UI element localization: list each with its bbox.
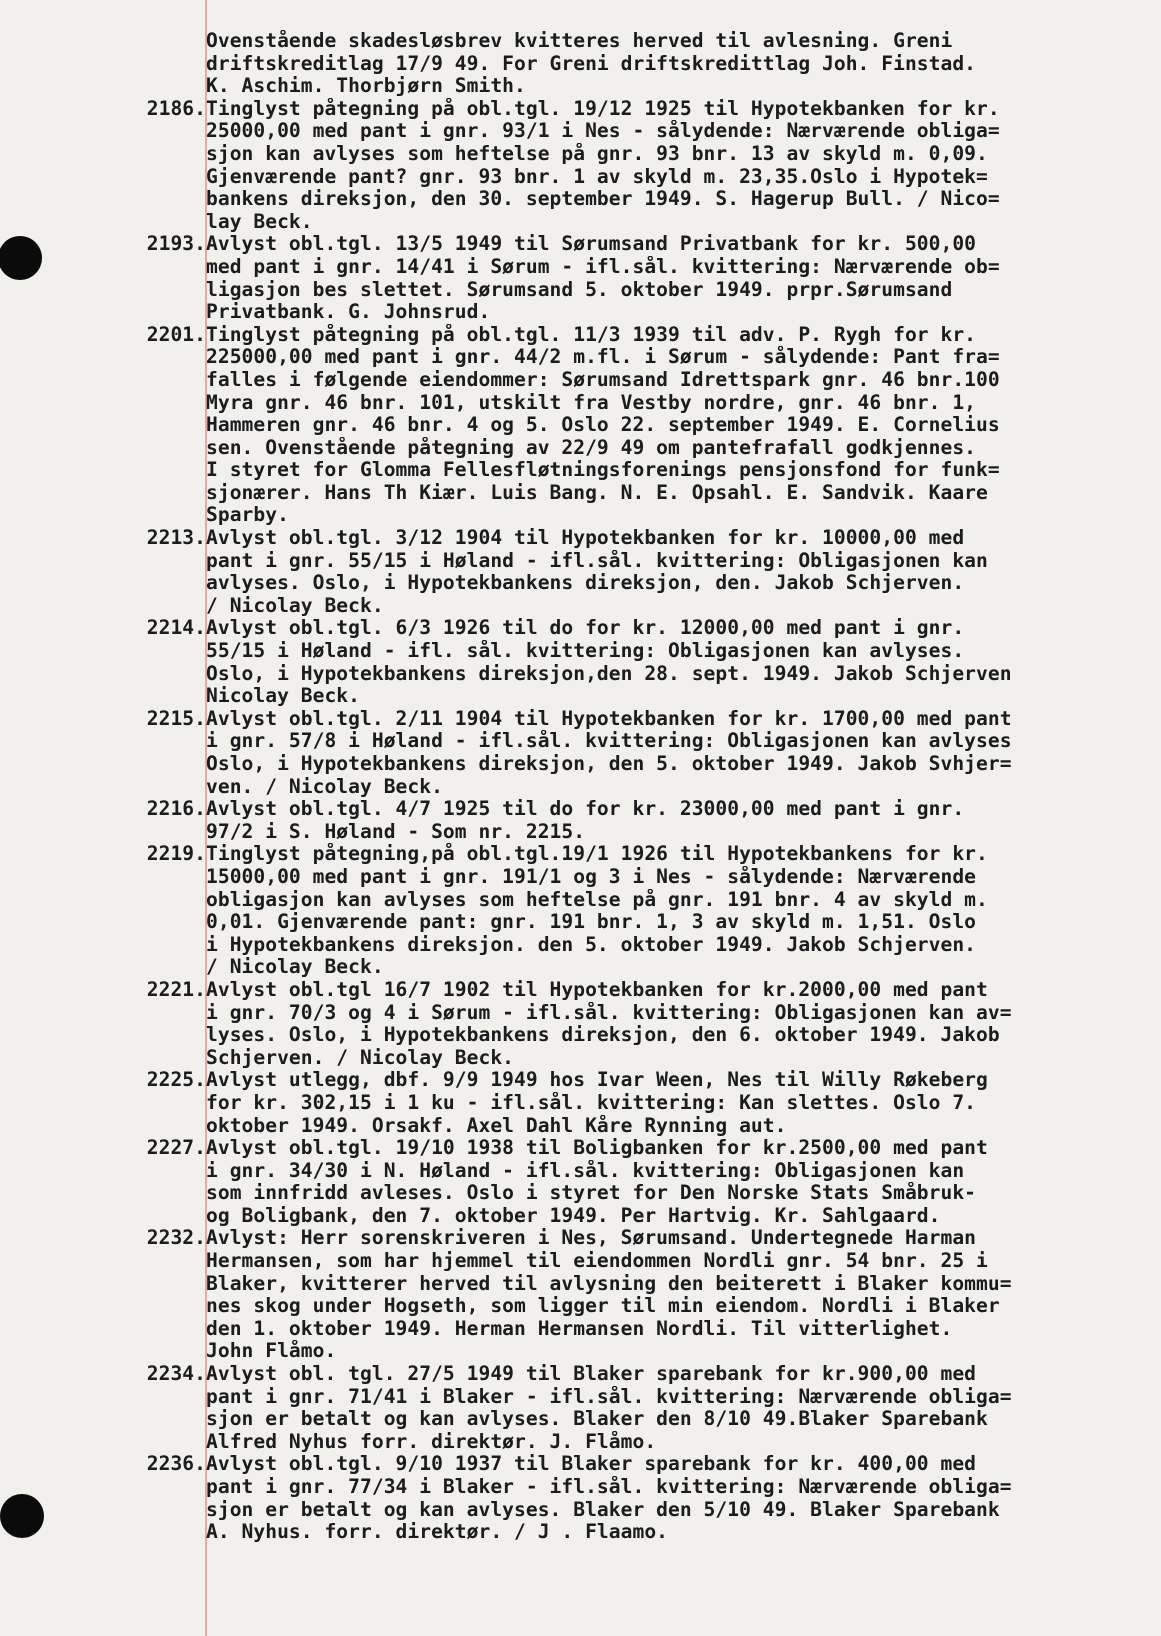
entry-number: 2221. [146, 977, 206, 1001]
entry-line: Avlyst obl.tgl. 13/5 1949 til Sørumsand Privatbank for kr. 500,00 [206, 233, 977, 256]
entry-number: 2186. [146, 96, 206, 120]
entry-line: Avlyst: Herr sorenskriveren i Nes, Sørumsand. Undertegnede Harman [206, 1227, 977, 1250]
entry-body [206, 979, 1148, 1069]
entry-line: for kr. 302,15 i 1 ku - ifl.sål. kvittering: Kan slettes. Oslo 7. [206, 1091, 977, 1114]
entry-line: bankens direksjon, den 30. september 1949. S. Hagerup Bull. / Nico= [206, 188, 1000, 211]
entry-number: 2215. [146, 706, 206, 730]
entry-number: 2234. [146, 1362, 206, 1386]
ledger-entry [138, 843, 1148, 979]
intro-line: K. Aschim. Thorbjørn Smith. [206, 75, 526, 98]
ledger-text [138, 30, 1148, 1544]
entry-number: 2219. [146, 842, 206, 866]
entry-line: obligasjon kan avlyses som heftelse på gnr. 191 bnr. 4 av skyld m. [206, 888, 988, 911]
entry-line: Tinglyst påtegning,på obl.tgl.19/1 1926 til Hypotekbankens for kr. [206, 843, 988, 866]
ledger-entry [138, 1137, 1148, 1227]
entry-line: Privatbank. G. Johnsrud. [206, 301, 491, 324]
ledger-entry [138, 708, 1148, 798]
ledger-entry [138, 1227, 1148, 1363]
entry-line: Avlyst utlegg, dbf. 9/9 1949 hos Ivar Ween, Nes til Willy Røkeberg [206, 1069, 988, 1092]
entry-line: Avlyst obl.tgl. 9/10 1937 til Blaker sparebank for kr. 400,00 med [206, 1453, 977, 1476]
entry-line: Avlyst obl.tgl 16/7 1902 til Hypotekbanken for kr.2000,00 med pant [206, 978, 988, 1001]
entry-line: A. Nyhus. forr. direktør. / J . Flaamo. [206, 1521, 669, 1544]
entry-line: i gnr. 34/30 i N. Høland - ifl.sål. kvittering: Obligasjonen kan [206, 1159, 965, 1182]
ledger-entry [138, 1363, 1148, 1453]
entry-number: 2225. [146, 1068, 206, 1092]
entry-line: i Hypotekbankens direksjon. den 5. oktober 1949. Jakob Schjerven. [206, 933, 977, 956]
entry-line: pant i gnr. 71/41 i Blaker - ifl.sål. kvittering: Nærværende obliga= [206, 1385, 1012, 1408]
entry-line: Schjerven. / Nicolay Beck. [206, 1046, 515, 1069]
entry-line: lay Beck. [206, 210, 313, 233]
entry-line: Nicolay Beck. [206, 685, 361, 708]
entry-line: Blaker, kvitterer herved til avlysning den beiterett i Blaker kommu= [206, 1272, 1012, 1295]
entry-line: i gnr. 57/8 i Høland - ifl.sål. kvittering: Obligasjonen kan avlyses [206, 730, 1012, 753]
intro-line: Ovenstående skadesløsbrev kvitteres herved til avlesning. Greni [206, 30, 953, 52]
entry-line: sjon er betalt og kan avlyses. Blaker den 5/10 49. Blaker Sparebank [206, 1498, 1000, 1521]
entry-body [206, 324, 1148, 527]
intro-line: driftskreditlag 17/9 49. For Greni driftskredittlag Joh. Finstad. [206, 52, 977, 75]
entry-line: Avlyst obl.tgl. 6/3 1926 til do for kr. 12000,00 med pant i gnr. [206, 617, 965, 640]
entry-body [206, 1137, 1148, 1227]
entry-line: med pant i gnr. 14/41 i Sørum - ifl.sål. kvittering: Nærværende ob= [206, 255, 1000, 278]
entry-line: I styret for Glomma Fellesfløtningsforenings pensjonsfond for funk= [206, 459, 1000, 482]
entry-number: 2193. [146, 232, 206, 256]
ledger-entry [138, 527, 1148, 617]
entry-line: Hammeren gnr. 46 bnr. 4 og 5. Oslo 22. september 1949. E. Cornelius [206, 414, 1000, 437]
entry-number: 2213. [146, 526, 206, 550]
entry-number: 2227. [146, 1136, 206, 1160]
entry-line: Oslo, i Hypotekbankens direksjon,den 28. sept. 1949. Jakob Schjerven [206, 662, 1012, 685]
ledger-entry [138, 979, 1148, 1069]
entry-line: sjon er betalt og kan avlyses. Blaker den 8/10 49.Blaker Sparebank [206, 1408, 988, 1431]
entry-body [206, 617, 1148, 707]
entry-number: 2214. [146, 616, 206, 640]
entry-line: pant i gnr. 55/15 i Høland - ifl.sål. kvittering: Obligasjonen kan [206, 549, 988, 572]
entry-line: falles i følgende eiendommer: Sørumsand Idrettspark gnr. 46 bnr.100 [206, 368, 1000, 391]
entry-line: Avlyst obl.tgl. 3/12 1904 til Hypotekbanken for kr. 10000,00 med [206, 527, 965, 550]
entry-line: i gnr. 70/3 og 4 i Sørum - ifl.sål. kvittering: Obligasjonen kan av= [206, 1001, 1012, 1024]
entry-line: 55/15 i Høland - ifl. sål. kvittering: Obligasjonen kan avlyses. [206, 640, 965, 663]
entry-line: 0,01. Gjenværende pant: gnr. 191 bnr. 1, 3 av skyld m. 1,51. Oslo [206, 911, 977, 934]
entry-line: lyses. Oslo, i Hypotekbankens direksjon, den 6. oktober 1949. Jakob [206, 1024, 1000, 1047]
entry-line: 15000,00 med pant i gnr. 191/1 og 3 i Nes - sålydende: Nærværende [206, 865, 977, 888]
entry-body [206, 1453, 1148, 1543]
entry-line: sjonærer. Hans Th Kiær. Luis Bang. N. E. Opsahl. E. Sandvik. Kaare [206, 481, 988, 504]
entry-line: pant i gnr. 77/34 i Blaker - ifl.sål. kvittering: Nærværende obliga= [206, 1476, 1012, 1498]
entry-line: / Nicolay Beck. [206, 956, 384, 979]
entry-line: Tinglyst påtegning på obl.tgl. 11/3 1939 til adv. P. Rygh for kr. [206, 323, 977, 346]
intro-entry [138, 30, 1148, 98]
entry-body [206, 843, 1148, 979]
entry-number: 2216. [146, 797, 206, 821]
entry-body [206, 708, 1148, 798]
entry-body [206, 233, 1148, 323]
entry-number: 2232. [146, 1226, 206, 1250]
entry-line: Avlyst obl.tgl. 4/7 1925 til do for kr. 23000,00 med pant i gnr. [206, 798, 965, 821]
entry-line: oktober 1949. Orsakf. Axel Dahl Kåre Rynning aut. [206, 1114, 787, 1137]
entry-line: sen. Ovenstående påtegning av 22/9 49 om pantefrafall godkjennes. [206, 436, 977, 459]
entry-body [206, 1069, 1148, 1137]
ledger-entry [138, 233, 1148, 323]
punch-hole-bottom [0, 1494, 44, 1538]
entry-line: Alfred Nyhus forr. direktør. J. Flåmo. [206, 1430, 657, 1453]
entry-line: og Boligbank, den 7. oktober 1949. Per Hartvig. Kr. Sahlgaard. [206, 1204, 941, 1227]
entry-body [206, 1363, 1148, 1453]
entry-body [206, 98, 1148, 234]
entry-line: 97/2 i S. Høland - Som nr. 2215. [206, 820, 586, 843]
punch-hole-top [0, 236, 42, 280]
entry-number: 2236. [146, 1452, 206, 1476]
entry-line: nes skog under Hogseth, som ligger til min eiendom. Nordli i Blaker [206, 1295, 1000, 1318]
entry-line: som innfridd avleses. Oslo i styret for Den Norske Stats Småbruk- [206, 1182, 977, 1205]
entry-line: Oslo, i Hypotekbankens direksjon, den 5. oktober 1949. Jakob Svhjer= [206, 753, 1012, 775]
entry-line: Tinglyst påtegning på obl.tgl. 19/12 1925 til Hypotekbanken for kr. [206, 97, 1000, 120]
entry-line: John Flåmo. [206, 1340, 337, 1363]
entry-line: ven. / Nicolay Beck. [206, 775, 443, 798]
entry-line: den 1. oktober 1949. Herman Hermansen Nordli. Til vitterlighet. [206, 1317, 953, 1340]
entry-line: Myra gnr. 46 bnr. 101, utskilt fra Vestby nordre, gnr. 46 bnr. 1, [206, 391, 977, 414]
entry-list [138, 98, 1148, 1544]
entry-line: sjon kan avlyses som heftelse på gnr. 93 bnr. 13 av skyld m. 0,09. [206, 142, 988, 165]
entry-line: Avlyst obl.tgl. 19/10 1938 til Boligbanken for kr.2500,00 med pant [206, 1137, 988, 1160]
entry-line: ligasjon bes slettet. Sørumsand 5. oktober 1949. prpr.Sørumsand [206, 278, 953, 301]
ledger-entry [138, 617, 1148, 707]
entry-body [206, 798, 1148, 843]
ledger-entry [138, 798, 1148, 843]
entry-body [206, 527, 1148, 617]
entry-body [206, 1227, 1148, 1363]
ledger-entry [138, 98, 1148, 234]
entry-line: Avlyst obl. tgl. 27/5 1949 til Blaker sparebank for kr.900,00 med [206, 1363, 977, 1386]
entry-line: 225000,00 med pant i gnr. 44/2 m.fl. i Sørum - sålydende: Pant fra= [206, 346, 1000, 369]
ledger-entry [138, 1453, 1148, 1543]
ledger-entry [138, 1069, 1148, 1137]
entry-line: avlyses. Oslo, i Hypotekbankens direksjon, den. Jakob Schjerven. [206, 572, 965, 595]
entry-line: Avlyst obl.tgl. 2/11 1904 til Hypotekbanken for kr. 1700,00 med pant [206, 707, 1012, 730]
entry-number: 2201. [146, 322, 206, 346]
entry-line: 25000,00 med pant i gnr. 93/1 i Nes - sålydende: Nærværende obliga= [206, 120, 1000, 143]
entry-line: Sparby. [206, 504, 289, 527]
entry-line: Hermansen, som har hjemmel til eiendommen Nordli gnr. 54 bnr. 25 i [206, 1250, 988, 1273]
entry-line: Gjenværende pant? gnr. 93 bnr. 1 av skyld m. 23,35.Oslo i Hypotek= [206, 165, 988, 188]
entry-line: / Nicolay Beck. [206, 594, 384, 617]
ledger-entry [138, 324, 1148, 527]
